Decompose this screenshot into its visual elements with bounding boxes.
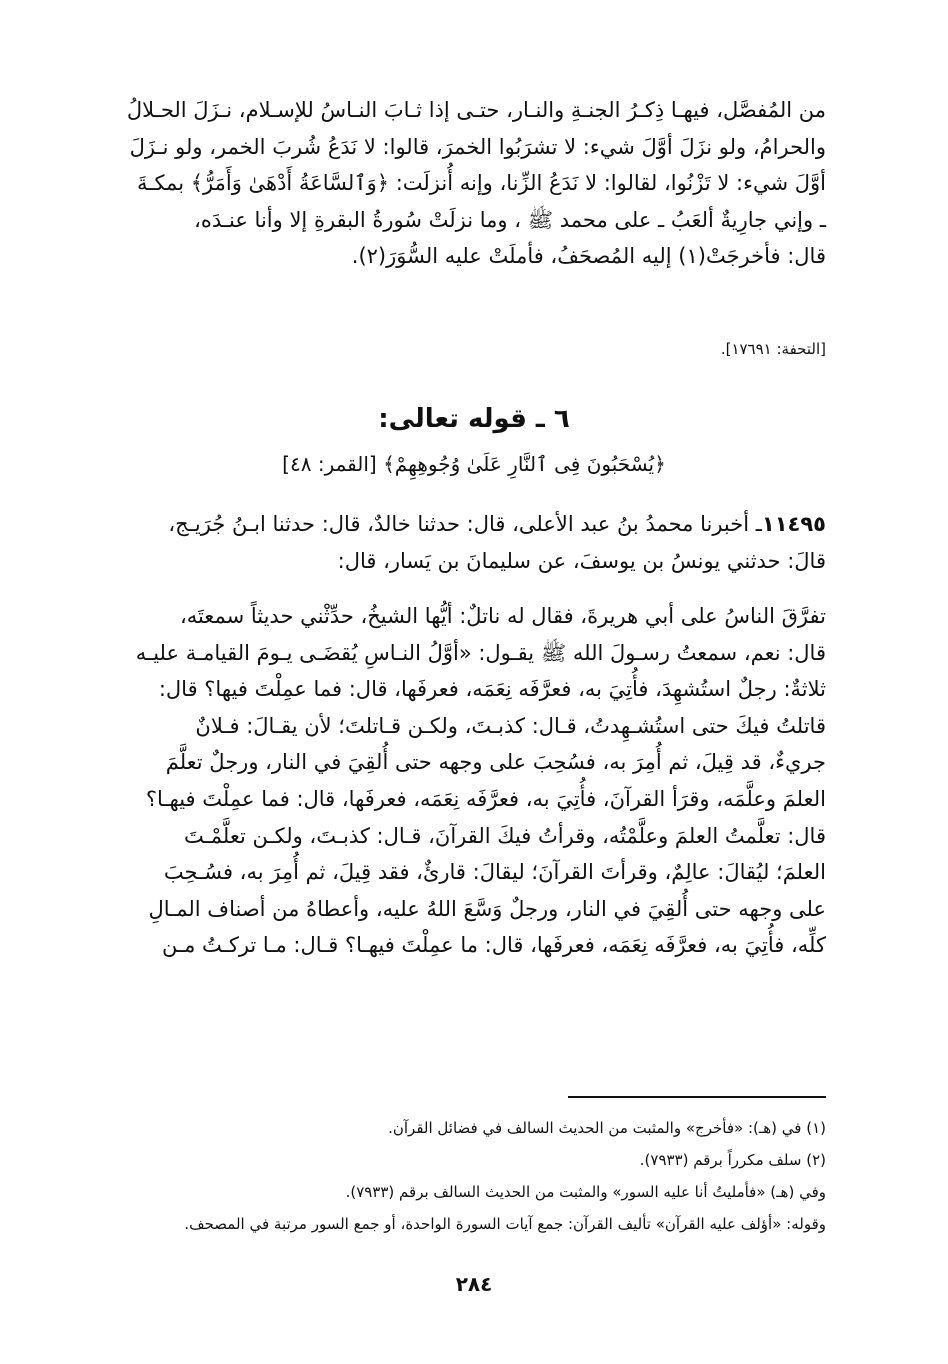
footnote-2: (٢) سلف مكرراً برقم (٧٩٣٣). — [639, 1151, 826, 1169]
footnotes — [126, 1112, 826, 1240]
text-line: كلِّه، فأُتِيَ به، فعرَّفَه نِعَمَه، فعرفَها، قال: ما عمِلْتَ فيهـا؟ قـال: مـا تركـتُ مـن — [161, 933, 826, 958]
footnote-divider — [568, 1096, 826, 1098]
section-heading: ٦ ـ قوله تعالى: — [378, 404, 570, 434]
text-line — [126, 506, 826, 543]
footnote-2-cont: وفي (هـ) «فأمليتُ أنا عليه السور» والمثبت من الحديث السالف برقم (٧٩٣٣). — [345, 1183, 826, 1201]
footnote-1: (١) في (هـ): «فأخرج» والمثبت من الحديث السالف في فضائل القرآن. — [388, 1119, 826, 1137]
text-line: على وجهه حتى أُلقِيَ في النار، ورجلٌ وَسَّعَ اللهُ عليه، وأعطاهُ من أصناف المـالِ — [148, 896, 826, 921]
text-line: العلمَ وعلَّمَه، وقرَأ القرآنَ، فأُتِيَ به، فعرَّفَه نِعَمَه، فعرفَها، قال: فما عمِلْتَ فيهـا؟ — [145, 786, 826, 811]
text-line: قال: تعلَّمتُ العلمَ وعلَّمْتُه، وقرأتُ فيكَ القرآنَ، قـال: كذبـتَ، ولكـن تعلَّمْـتَ — [183, 823, 826, 848]
hadith-isnad — [126, 506, 826, 579]
footnote-2-explanation: وقوله: «أؤلف عليه القرآن» تأليف القرآن: جمع آيات السورة الواحدة، أو جمع السور مرتبة في المصحف. — [184, 1215, 826, 1233]
text-line: قال: فأخرجَتْ(١) إليه المُصحَفُ، فأملَتْ عليه السُّوَرَ(٢). — [351, 244, 826, 269]
text-line: والحرامُ، ولو نزَلَ أوَّلَ شيء: لا تشرَبُوا الخمرَ، قالوا: لا نَدَعُ شُربَ الخمر، ولو نـزَلَ — [129, 134, 826, 159]
text-line: العلمَ؛ ليُقالَ: عالِمٌ، وقرأتَ القرآنَ؛ ليقالَ: قارئٌ، فقد قِيلَ، ثم أُمِرَ به، فسُـحِبَ — [163, 860, 826, 885]
text-line: جريءٌ، قد قِيلَ، ثم أُمِرَ به، فسُحِبَ على وجهه حتى أُلقِيَ في النار، ورجلٌ تعلَّمَ — [165, 750, 826, 775]
tuhfa-reference: [التحفة: ١٧٦٩١]. — [720, 340, 826, 358]
opening-paragraph — [126, 92, 826, 275]
page-number: ٢٨٤ — [455, 1272, 493, 1296]
text-line: قاتلتُ فيكَ حتى استُشـهِدتُ، قـال: كذبـتَ، ولكـن قـاتلتَ؛ لأن يقـالَ: فـلانٌ — [195, 713, 826, 738]
text-line: قالَ: حدثني يونسُ بن يوسفَ، عن سليمانَ بن يَسار، قال: — [337, 548, 826, 573]
hadith-line-text: ـ أخبرنا محمدُ بنُ عبد الأعلى، قال: حدثنا خالدٌ، قال: حدثنا ابـنُ جُرَيـج، — [168, 512, 762, 536]
text-line: تفرَّقَ الناسُ على أبي هريرةَ، فقال له ناتلٌ: أيُّها الشيخُ، حدِّثْني حديثاً سمعتَه، — [179, 604, 826, 628]
text-line: ـ وإني جارِيةٌ ألعَبُ ـ على محمد ﷺ ، وما نزلَتْ سُورةُ البقرةِ إلا وأنا عنـدَه، — [194, 207, 826, 232]
hadith-number: ١١٤٩٥ — [761, 512, 826, 536]
text-line: أوَّلَ شيء: لا تَزْنُوا، لقالوا: لا نَدَعُ الزِّنا، وإنه أُنزلَت: ﴿وَٱلسَّاعَةُ أَدْهَىٰ وَأَمَرُّ﴾ بمكـةَ — [137, 171, 826, 196]
text-line: ثلاثةٌ: رجلٌ استُشهِدَ، فأُتِيَ به، فعرَّفَه نِعَمَه، فعرفَها، قال: فما عمِلْتَ فيها؟ قال: — [158, 677, 826, 702]
text-line: من المُفصَّل، فيهـا ذِكـرُ الجنـةِ والنـار، حتـى إذا ثـابَ النـاسُ للإسـلام، نـزَلَ الحـلالُ — [126, 98, 826, 122]
text-line: قال: نعم، سمعتُ رسـولَ الله ﷺ يقـول: «أوَّلُ النـاسِ يُقضَـى يـومَ القيامـة عليـه — [135, 640, 826, 665]
hadith-matn — [126, 598, 826, 964]
quran-verse: ﴿يُسْحَبُونَ فِى ٱلنَّارِ عَلَىٰ وُجُوهِهِمْ﴾ [القمر: ٤٨] — [282, 452, 666, 476]
